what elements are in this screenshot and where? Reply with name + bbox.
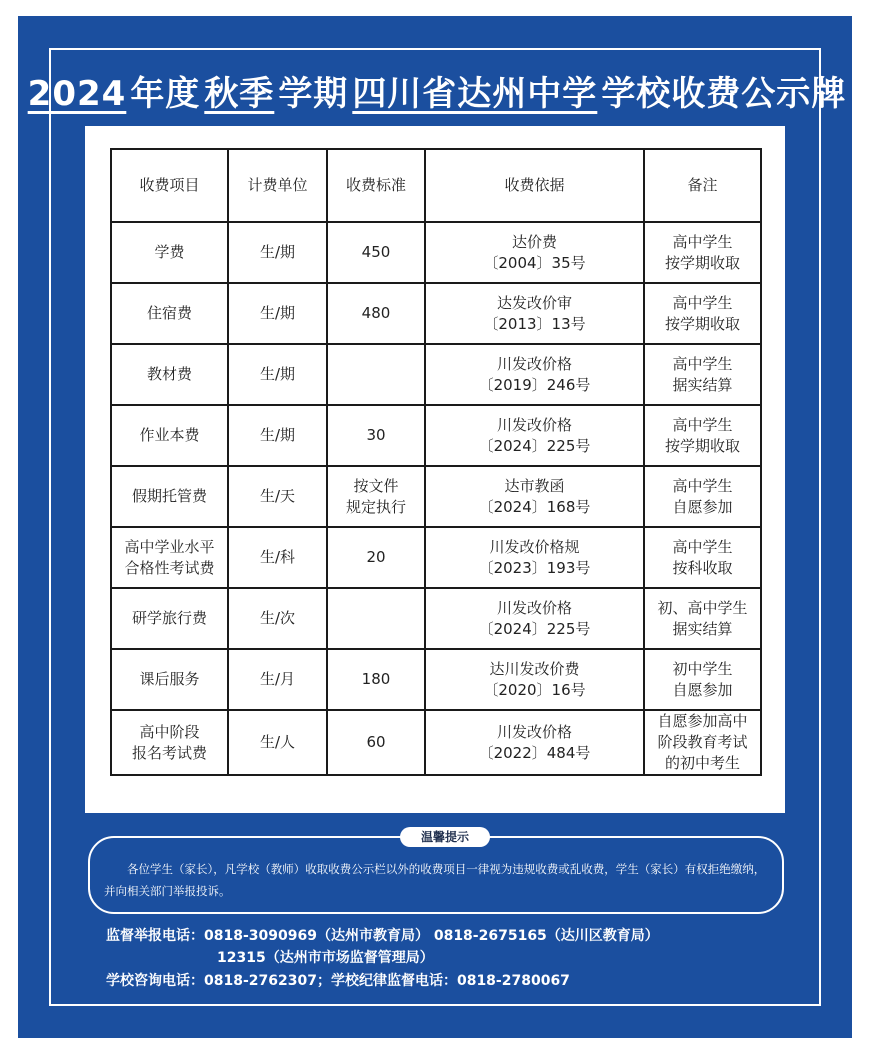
cell-standard-line: 按文件	[353, 476, 399, 495]
cell-unit: 生/次	[228, 588, 327, 649]
cell-note	[644, 283, 761, 344]
cell-basis-line: 〔2004〕35号	[483, 253, 586, 272]
cell-item-line: 高中阶段	[139, 722, 200, 741]
title-year: 2024	[27, 74, 127, 114]
cell-standard-line: 20	[366, 548, 386, 566]
title-text1: 年度	[130, 74, 201, 114]
cell-basis-line: 川发改价格	[496, 354, 572, 373]
cell-note-line: 按学期收取	[664, 436, 740, 455]
cell-note	[644, 527, 761, 588]
cell-item-line: 作业本费	[139, 426, 200, 444]
cell-item	[111, 405, 228, 466]
cell-unit: 生/天	[228, 466, 327, 527]
warm-tip-text: 各位学生（家长），凡学校（教师）收取收费公示栏以外的收费项目一律视为违规收费或乱收费，学生（家长）有权拒绝缴纳，并向相关部门举报投诉。	[104, 862, 766, 898]
cell-note-line: 高中学生	[672, 293, 733, 312]
cell-note	[644, 710, 761, 775]
cell-unit: 生/月	[228, 649, 327, 710]
cell-item-line: 假期托管费	[131, 487, 207, 505]
cell-note	[644, 405, 761, 466]
cell-standard-line: 规定执行	[345, 497, 406, 516]
table-row	[111, 222, 761, 283]
cell-item	[111, 466, 228, 527]
cell-basis	[425, 344, 644, 405]
cell-item-line: 住宿费	[146, 304, 192, 322]
cell-standard	[327, 344, 425, 405]
title-season: 秋季	[204, 74, 275, 114]
cell-item-line: 研学旅行费	[131, 609, 207, 627]
cell-note	[644, 649, 761, 710]
school-consult-hotline: 学校咨询电话：0818-2762307；学校纪律监督电话：0818-2780067	[106, 973, 570, 989]
cell-unit: 生/期	[228, 222, 327, 283]
cell-basis	[425, 466, 644, 527]
title-text2: 学期	[278, 74, 349, 114]
cell-standard-line: 480	[361, 304, 391, 322]
cell-unit: 生/期	[228, 344, 327, 405]
cell-note-line: 自愿参加高中	[657, 712, 748, 730]
cell-item-line: 课后服务	[139, 670, 200, 688]
cell-item	[111, 710, 228, 775]
cell-note-line: 高中学生	[672, 232, 733, 251]
cell-basis-line: 〔2024〕225号	[478, 436, 591, 455]
cell-unit: 生/人	[228, 710, 327, 775]
cell-standard	[327, 222, 425, 283]
cell-unit: 生/期	[228, 405, 327, 466]
cell-basis-line: 〔2020〕16号	[483, 680, 586, 699]
cell-basis	[425, 588, 644, 649]
cell-basis-line: 达市教函	[504, 476, 565, 495]
cell-item	[111, 222, 228, 283]
cell-standard	[327, 466, 425, 527]
cell-note	[644, 588, 761, 649]
cell-note	[644, 222, 761, 283]
cell-standard	[327, 710, 425, 775]
cell-standard	[327, 588, 425, 649]
cell-note-line: 据实结算	[672, 375, 733, 394]
table-row	[111, 527, 761, 588]
cell-basis	[425, 527, 644, 588]
cell-note-line: 初中学生	[672, 659, 733, 678]
cell-note-line: 初、高中学生	[657, 598, 748, 617]
cell-note-line: 据实结算	[672, 619, 733, 638]
warm-tip-box	[88, 830, 784, 914]
table-row	[111, 344, 761, 405]
cell-standard	[327, 527, 425, 588]
table-row	[111, 405, 761, 466]
cell-item	[111, 344, 228, 405]
cell-note-line: 阶段教育考试	[657, 733, 748, 751]
title-school: 四川省达州中学	[352, 74, 598, 114]
cell-item	[111, 649, 228, 710]
cell-note	[644, 466, 761, 527]
cell-item-line: 合格性考试费	[124, 558, 215, 577]
cell-note-line: 高中学生	[672, 415, 733, 434]
cell-basis-line: 川发改价格规	[489, 537, 580, 556]
page-title	[18, 66, 852, 115]
cell-item-line: 高中学业水平	[124, 537, 215, 556]
cell-unit: 生/期	[228, 283, 327, 344]
table-row	[111, 588, 761, 649]
fee-table-panel	[85, 126, 785, 813]
header-item: 收费项目	[111, 149, 228, 222]
market-supervision-hotline: 12315（达州市市场监督管理局）	[217, 950, 434, 966]
cell-standard-line: 30	[366, 426, 386, 444]
cell-basis	[425, 405, 644, 466]
table-row	[111, 710, 761, 775]
cell-note-line: 的初中考生	[664, 754, 740, 772]
cell-basis-line: 达发改价审	[496, 293, 572, 312]
cell-basis-line: 达价费	[511, 232, 557, 251]
cell-note-line: 按科收取	[672, 558, 733, 577]
table-header-row	[111, 149, 761, 222]
cell-standard-line: 450	[361, 243, 391, 261]
cell-item	[111, 527, 228, 588]
warm-tip-label: 温馨提示	[400, 827, 490, 847]
cell-item	[111, 588, 228, 649]
cell-basis	[425, 283, 644, 344]
cell-basis-line: 〔2019〕246号	[478, 375, 591, 394]
cell-basis-line: 达川发改价费	[489, 659, 580, 678]
header-unit: 计费单位	[228, 149, 327, 222]
cell-basis-line: 〔2013〕13号	[483, 314, 586, 333]
cell-note-line: 高中学生	[672, 476, 733, 495]
cell-item-line: 报名考试费	[131, 743, 207, 762]
cell-basis-line: 川发改价格	[496, 598, 572, 617]
cell-standard-line: 180	[361, 670, 391, 688]
fee-table	[110, 148, 762, 776]
header-note: 备注	[644, 149, 761, 222]
cell-basis-line: 川发改价格	[496, 415, 572, 434]
header-basis: 收费依据	[425, 149, 644, 222]
title-text3: 学校收费公示牌	[601, 74, 847, 114]
cell-note-line: 自愿参加	[672, 680, 733, 699]
table-row	[111, 283, 761, 344]
cell-note	[644, 344, 761, 405]
cell-note-line: 高中学生	[672, 354, 733, 373]
cell-standard-line: 60	[366, 733, 386, 751]
cell-unit: 生/科	[228, 527, 327, 588]
table-row	[111, 649, 761, 710]
cell-basis-line: 〔2024〕225号	[478, 619, 591, 638]
cell-note-line: 按学期收取	[664, 314, 740, 333]
cell-basis-line: 〔2023〕193号	[478, 558, 591, 577]
cell-item-line: 学费	[154, 243, 185, 261]
cell-basis-line: 〔2024〕168号	[478, 497, 591, 516]
cell-standard	[327, 405, 425, 466]
cell-note-line: 高中学生	[672, 537, 733, 556]
notice-board	[18, 16, 852, 1038]
cell-note-line: 按学期收取	[664, 253, 740, 272]
cell-basis	[425, 710, 644, 775]
cell-standard	[327, 649, 425, 710]
supervision-hotline: 监督举报电话：0818-3090969（达州市教育局） 0818-2675165（达川区教育局）	[106, 928, 659, 944]
cell-note-line: 自愿参加	[672, 497, 733, 516]
cell-item-line: 教材费	[146, 365, 192, 383]
cell-item	[111, 283, 228, 344]
cell-basis-line: 〔2022〕484号	[478, 743, 591, 762]
cell-basis-line: 川发改价格	[496, 722, 572, 741]
cell-basis	[425, 649, 644, 710]
header-standard: 收费标准	[327, 149, 425, 222]
cell-basis	[425, 222, 644, 283]
cell-standard	[327, 283, 425, 344]
table-row	[111, 466, 761, 527]
